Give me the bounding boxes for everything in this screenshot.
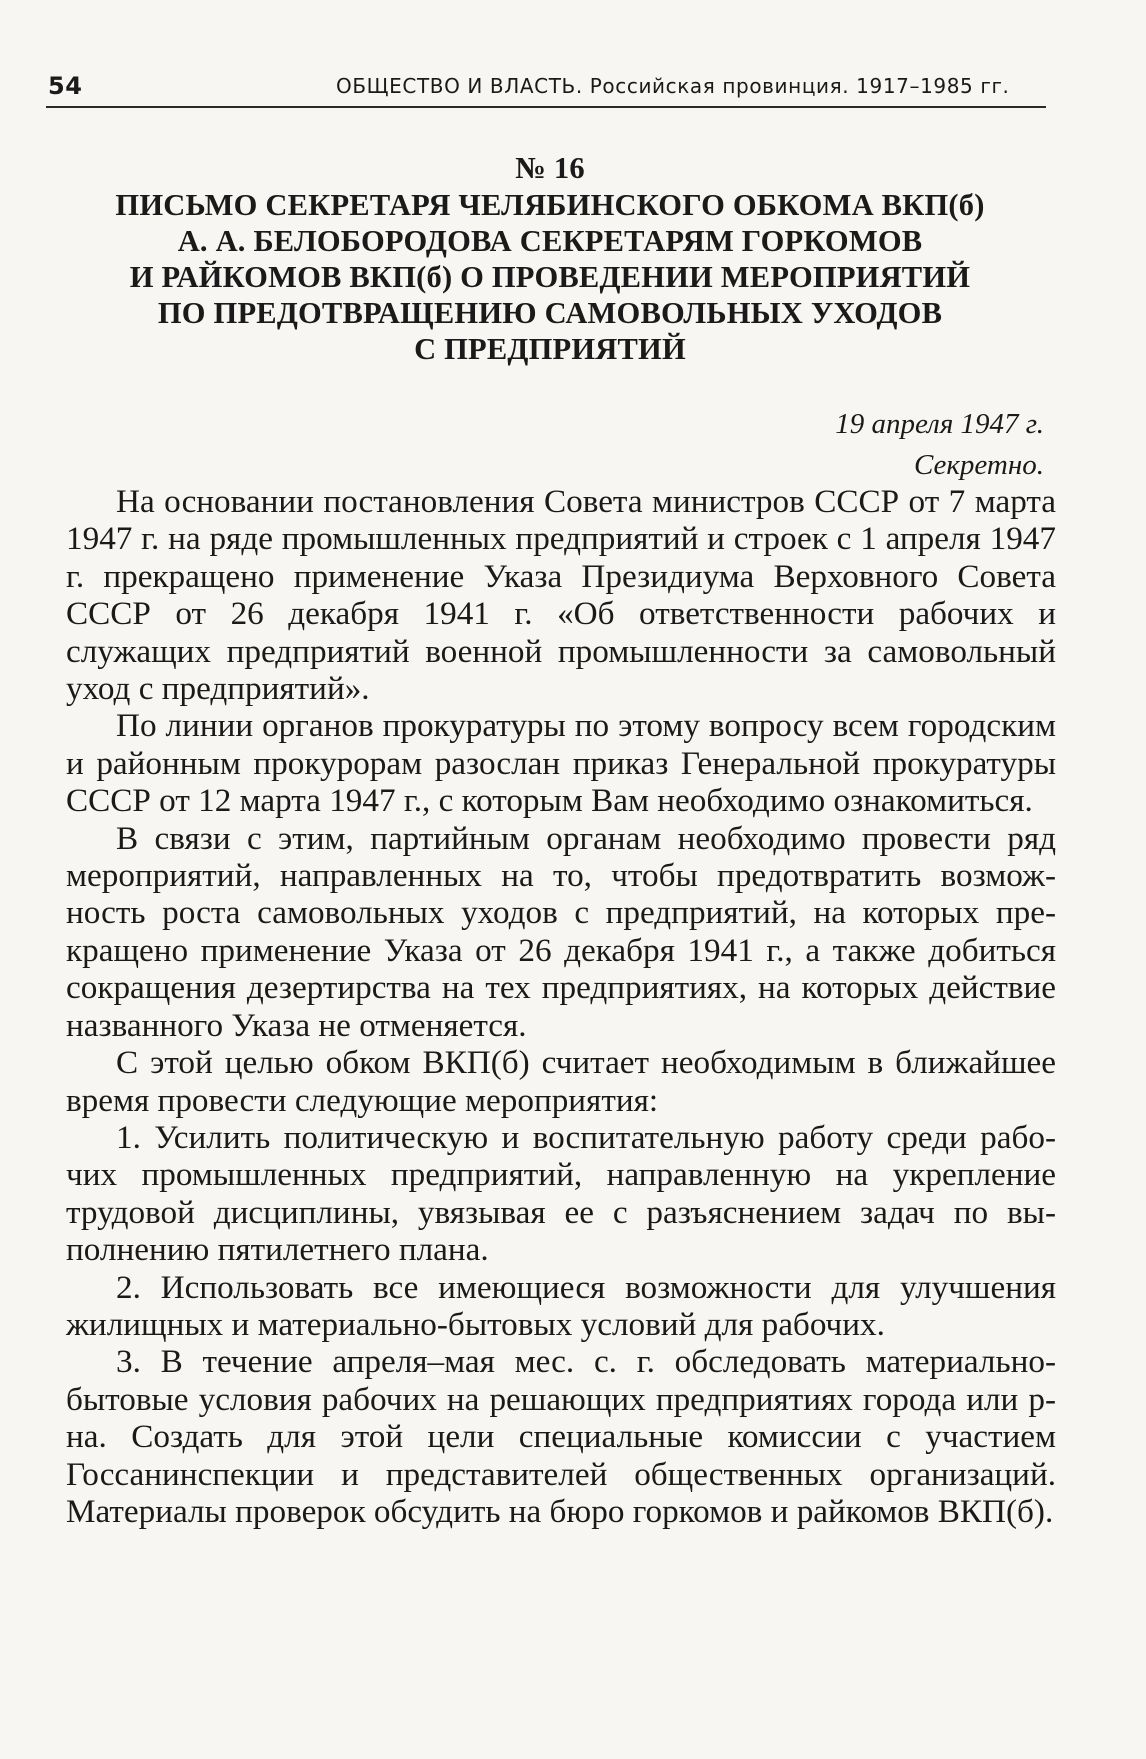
body-paragraph: На основании постановления Совета министров СССР от 7 марта 1947 г. на ряде промышленных предприятий и строек с 1 апреля 1947 г. прекращено применение Указа Президиума Верховного Совета СССР от 26 декабря 1941 г. «Об ответственности рабочих и служащих предприятий военной промышленности за самовольный уход с предприятий». [66, 483, 1056, 708]
document-body [66, 483, 1056, 1530]
body-paragraph: В связи с этим, партийным органам необходимо провести ряд мероприятий, направленных на то, чтобы предотвратить возможность роста самовольных уходов с предприятий, на которых прекращено применение Указа от 26 декабря 1941 г., а также добиться сокращения дезертирства на тех предприятиях, на которых действие названного Указа не отменяется. [66, 819, 1056, 1044]
page-number: 54 [48, 72, 83, 100]
list-item: 2. Использовать все имеющиеся возможности для улучшения жилищных и материально-бытовых условий для рабочих. [66, 1268, 1056, 1343]
document-title-line: А. А. БЕЛОБОРОДОВА СЕКРЕТАРЯМ ГОРКОМОВ [177, 224, 923, 258]
document-title-line: ПО ПРЕДОТВРАЩЕНИЮ САМОВОЛЬНЫХ УХОДОВ [157, 296, 943, 330]
body-paragraph: С этой целью обком ВКП(б) считает необходимым в ближайшее время провести следующие мероприятия: [66, 1044, 1056, 1119]
document-number: № 16 [515, 151, 585, 185]
classification-mark: Секретно. [913, 449, 1044, 481]
running-header [46, 66, 1046, 108]
document-title-line: ПИСЬМО СЕКРЕТАРЯ ЧЕЛЯБИНСКОГО ОБКОМА ВКП(б) [115, 188, 985, 222]
body-paragraph: По линии органов прокуратуры по этому вопросу всем городским и районным прокурорам разослан приказ Генеральной прокуратуры СССР от 12 марта 1947 г., с которым Вам необходимо ознакомиться. [66, 707, 1056, 820]
document-date: 19 апреля 1947 г. [835, 408, 1044, 440]
list-item: 3. В течение апреля–мая мес. с. г. обследовать материально-бытовые условия рабочих на решающих предприятиях города или р-на. Создать для этой цели специальные комиссии с участием Госсанинспекции и представителей общественных организаций. Материалы проверок обсудить на бюро горкомов и райкомов ВКП(б). [66, 1343, 1056, 1530]
document-meta [835, 404, 1044, 486]
document-heading [60, 150, 1040, 367]
running-title: ОБЩЕСТВО И ВЛАСТЬ. Российская провинция. 1917–1985 гг. [336, 74, 1010, 98]
list-item: 1. Усилить политическую и воспитательную работу среди рабочих промышленных предприятий, направленную на укрепление трудовой дисциплины, увязывая ее с разъяснением задач по выполнению пятилетнего плана. [66, 1118, 1056, 1269]
document-title-line: И РАЙКОМОВ ВКП(б) О ПРОВЕДЕНИИ МЕРОПРИЯТИЙ [129, 260, 971, 294]
document-title-line: С ПРЕДПРИЯТИЙ [414, 332, 686, 366]
